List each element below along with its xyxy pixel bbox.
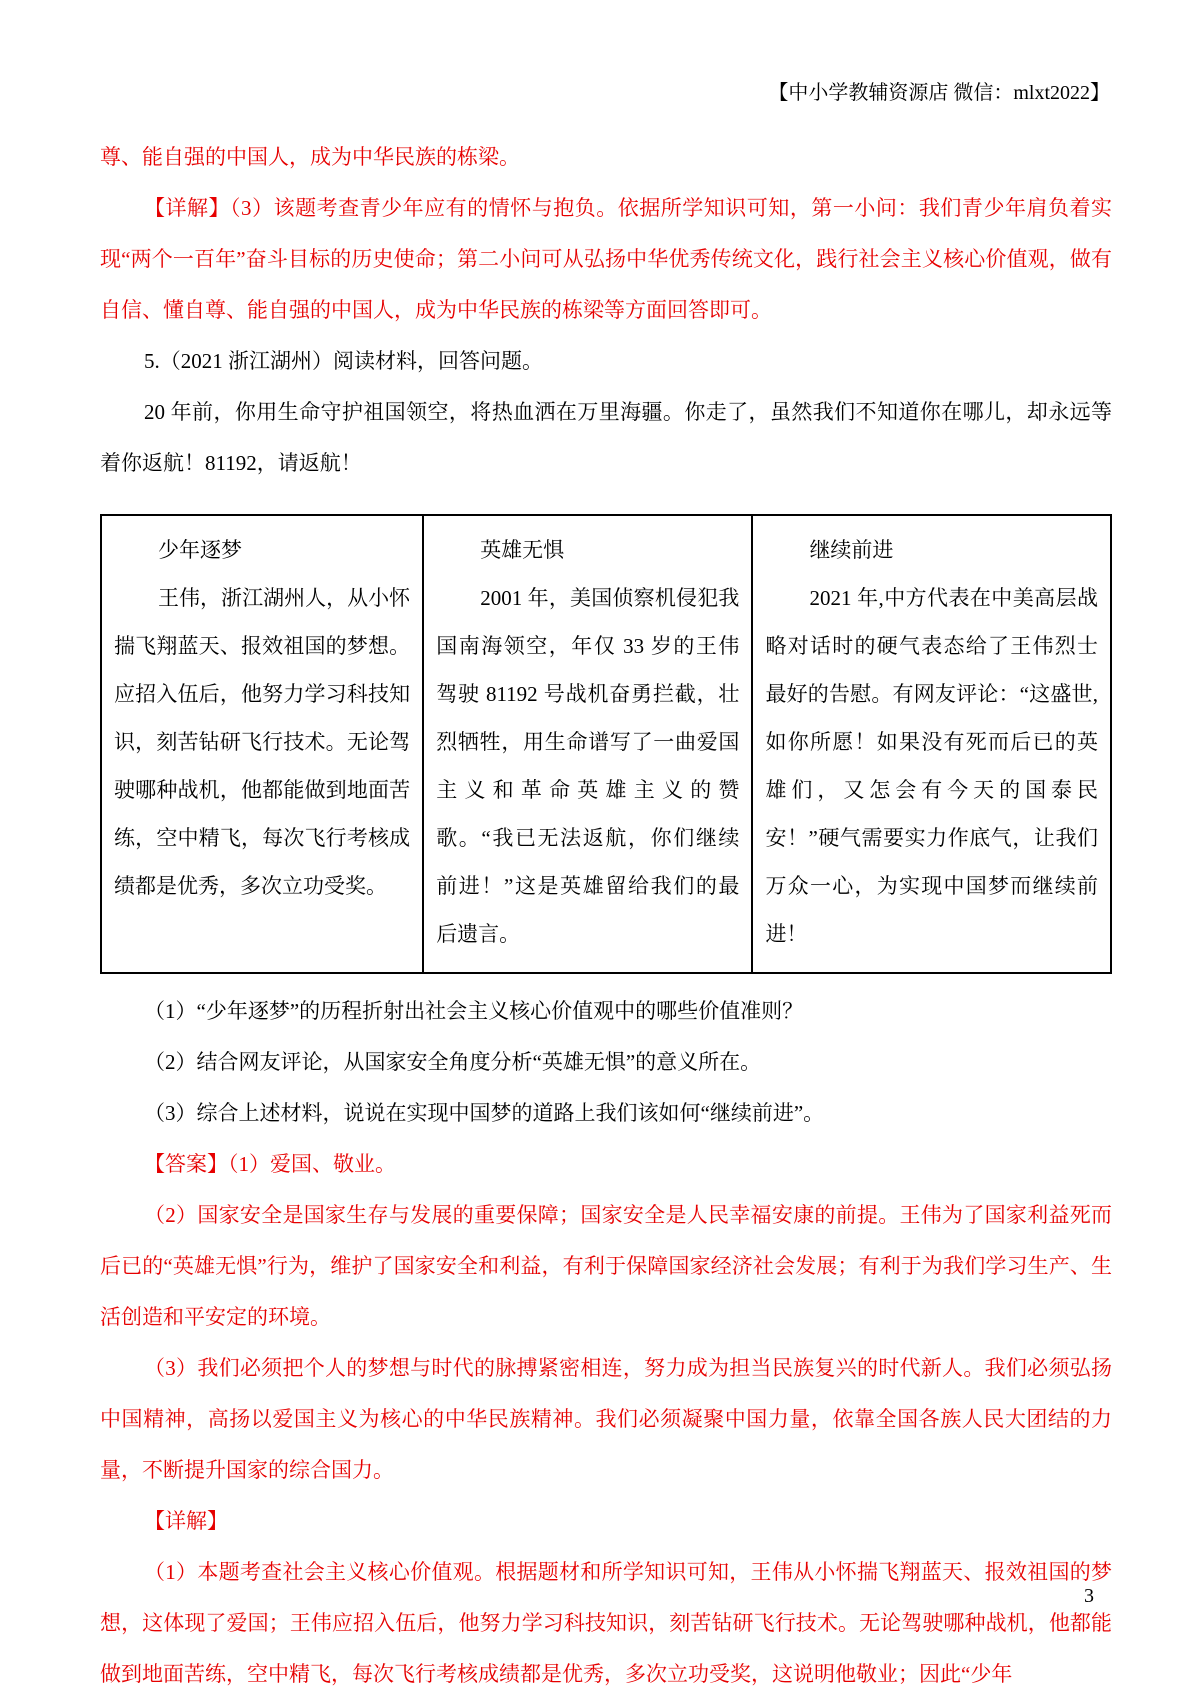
table-column-body-forward: 2021 年,中方代表在中美高层战略对话时的硬气表态给了王伟烈士最好的告慰。有网友评论：“这盛世,如你所愿！如果没有死而后已的英雄们，又怎会有今天的国泰民安！”硬气需要实力作底气，让我们万众一心，为实现中国梦而继续前进！ [765, 586, 1098, 946]
table-column-title-hero: 英雄无惧 [480, 538, 565, 562]
table-column-title-dream: 少年逐梦 [158, 538, 242, 562]
material-intro-paragraph: 20 年前，你用生命守护祖国领空，将热血洒在万里海疆。你走了，虽然我们不知道你在哪儿，却永远等着你返航！81192，请返航！ [100, 400, 1112, 475]
answer-3-paragraph: （3）我们必须把个人的梦想与时代的脉搏紧密相连，努力成为担当民族复兴的时代新人。我们必须弘扬中国精神，高扬以爱国主义为核心的中华民族精神。我们必须凝聚中国力量，依靠全国各族人民大团结的力量，不断提升国家的综合国力。 [100, 1356, 1112, 1482]
explanation-1-paragraph: （1）本题考查社会主义核心价值观。根据题材和所学知识可知，王伟从小怀揣飞翔蓝天、报效祖国的梦想，这体现了爱国；王伟应招入伍后，他努力学习科技知识，刻苦钻研飞行技术。无论驾驶哪种战机，他都能做到地面苦练，空中精飞，每次飞行考核成绩都是优秀，多次立功受奖，这说明他敬业；因此“少年 [100, 1560, 1112, 1686]
explanation-3-paragraph: 【详解】（3）该题考查青少年应有的情怀与抱负。依据所学知识可知，第一小问：我们青少年肩负着实现“两个一百年”奋斗目标的历史使命；第二小问可从弘扬中华优秀传统文化，践行社会主义核心价值观，做有自信、懂自尊、能自强的中国人，成为中华民族的栋梁等方面回答即可。 [100, 196, 1112, 322]
sub-question-1: （1）“少年逐梦”的历程折射出社会主义核心价值观中的哪些价值准则？ [144, 999, 804, 1023]
table-column-body-dream: 王伟，浙江湖州人，从小怀揣飞翔蓝天、报效祖国的梦想。应招入伍后，他努力学习科技知识，刻苦钻研飞行技术。无论驾驶哪种战机，他都能做到地面苦练，空中精飞，每次飞行考核成绩都是优秀，多次立功受奖。 [114, 586, 411, 898]
answer-1-paragraph: 【答案】（1）爱国、敬业。 [144, 1152, 396, 1176]
table-column-body-hero: 2001 年，美国侦察机侵犯我国南海领空，年仅 33 岁的王伟驾驶 81192 号战机奋勇拦截，壮烈牺牲，用生命谱写了一曲爱国主义和革命英雄主义的赞歌。“我已无法返航，你们继续前进！”这是英雄留给我们的最后遗言。 [436, 586, 740, 946]
table-cell-dream [101, 515, 423, 973]
answer-2-paragraph: （2）国家安全是国家生存与发展的重要保障；国家安全是人民幸福安康的前提。王伟为了国家利益死而后已的“英雄无惧”行为，维护了国家安全和利益，有利于保障国家经济社会发展；有利于为我们学习生产、生活创造和平安定的环境。 [100, 1203, 1112, 1329]
table-cell-forward [752, 515, 1111, 973]
material-table [100, 514, 1112, 974]
table-column-title-forward: 继续前进 [809, 538, 894, 562]
table-cell-hero [423, 515, 752, 973]
explanation-label: 【详解】 [144, 1509, 228, 1533]
sub-question-2: （2）结合网友评论，从国家安全角度分析“英雄无惧”的意义所在。 [144, 1050, 762, 1074]
document-body [100, 132, 1112, 1698]
sub-question-3: （3）综合上述材料，说说在实现中国梦的道路上我们该如何“继续前进”。 [144, 1101, 825, 1125]
page-number: 3 [1084, 1585, 1094, 1607]
answer-continuation-text: 尊、能自强的中国人，成为中华民族的栋梁。 [100, 145, 520, 169]
header-watermark: 【中小学教辅资源店 微信：mlxt2022】 [768, 82, 1110, 104]
question-5-heading: 5.（2021 浙江湖州）阅读材料，回答问题。 [144, 349, 543, 373]
